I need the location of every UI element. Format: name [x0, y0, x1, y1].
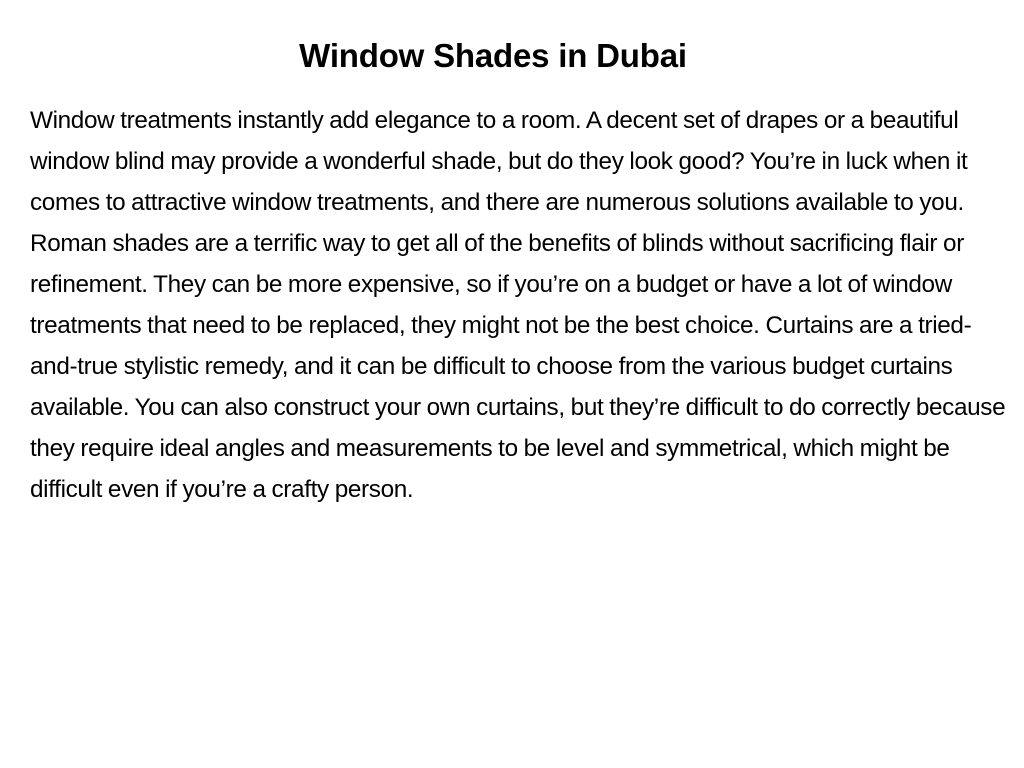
slide-body-text: Window treatments instantly add elegance to a room. A decent set of drapes or a beautiful window blind may provide a wonderful shade, but do they look good? You’re in luck when it comes to attractive window treatments, and there are numerous solutions available to you. Roman shades are a terrific way to get all of the benefits of blinds without sacrificing flair or refinement. They can be more expensive, so if you’re on a budget or have a lot of window treatments that need to be replaced, they might not be the best choice. Curtains are a tried-and-true stylistic remedy, and it can be difficult to choose from the various budget curtains available. You can also construct your own curtains, but they’re difficult to do correctly because they require ideal angles and measurements to be level and symmetrical, which might be difficult even if you’re a crafty person.: [30, 107, 1006, 503]
slide-title: Window Shades in Dubai: [299, 37, 687, 74]
